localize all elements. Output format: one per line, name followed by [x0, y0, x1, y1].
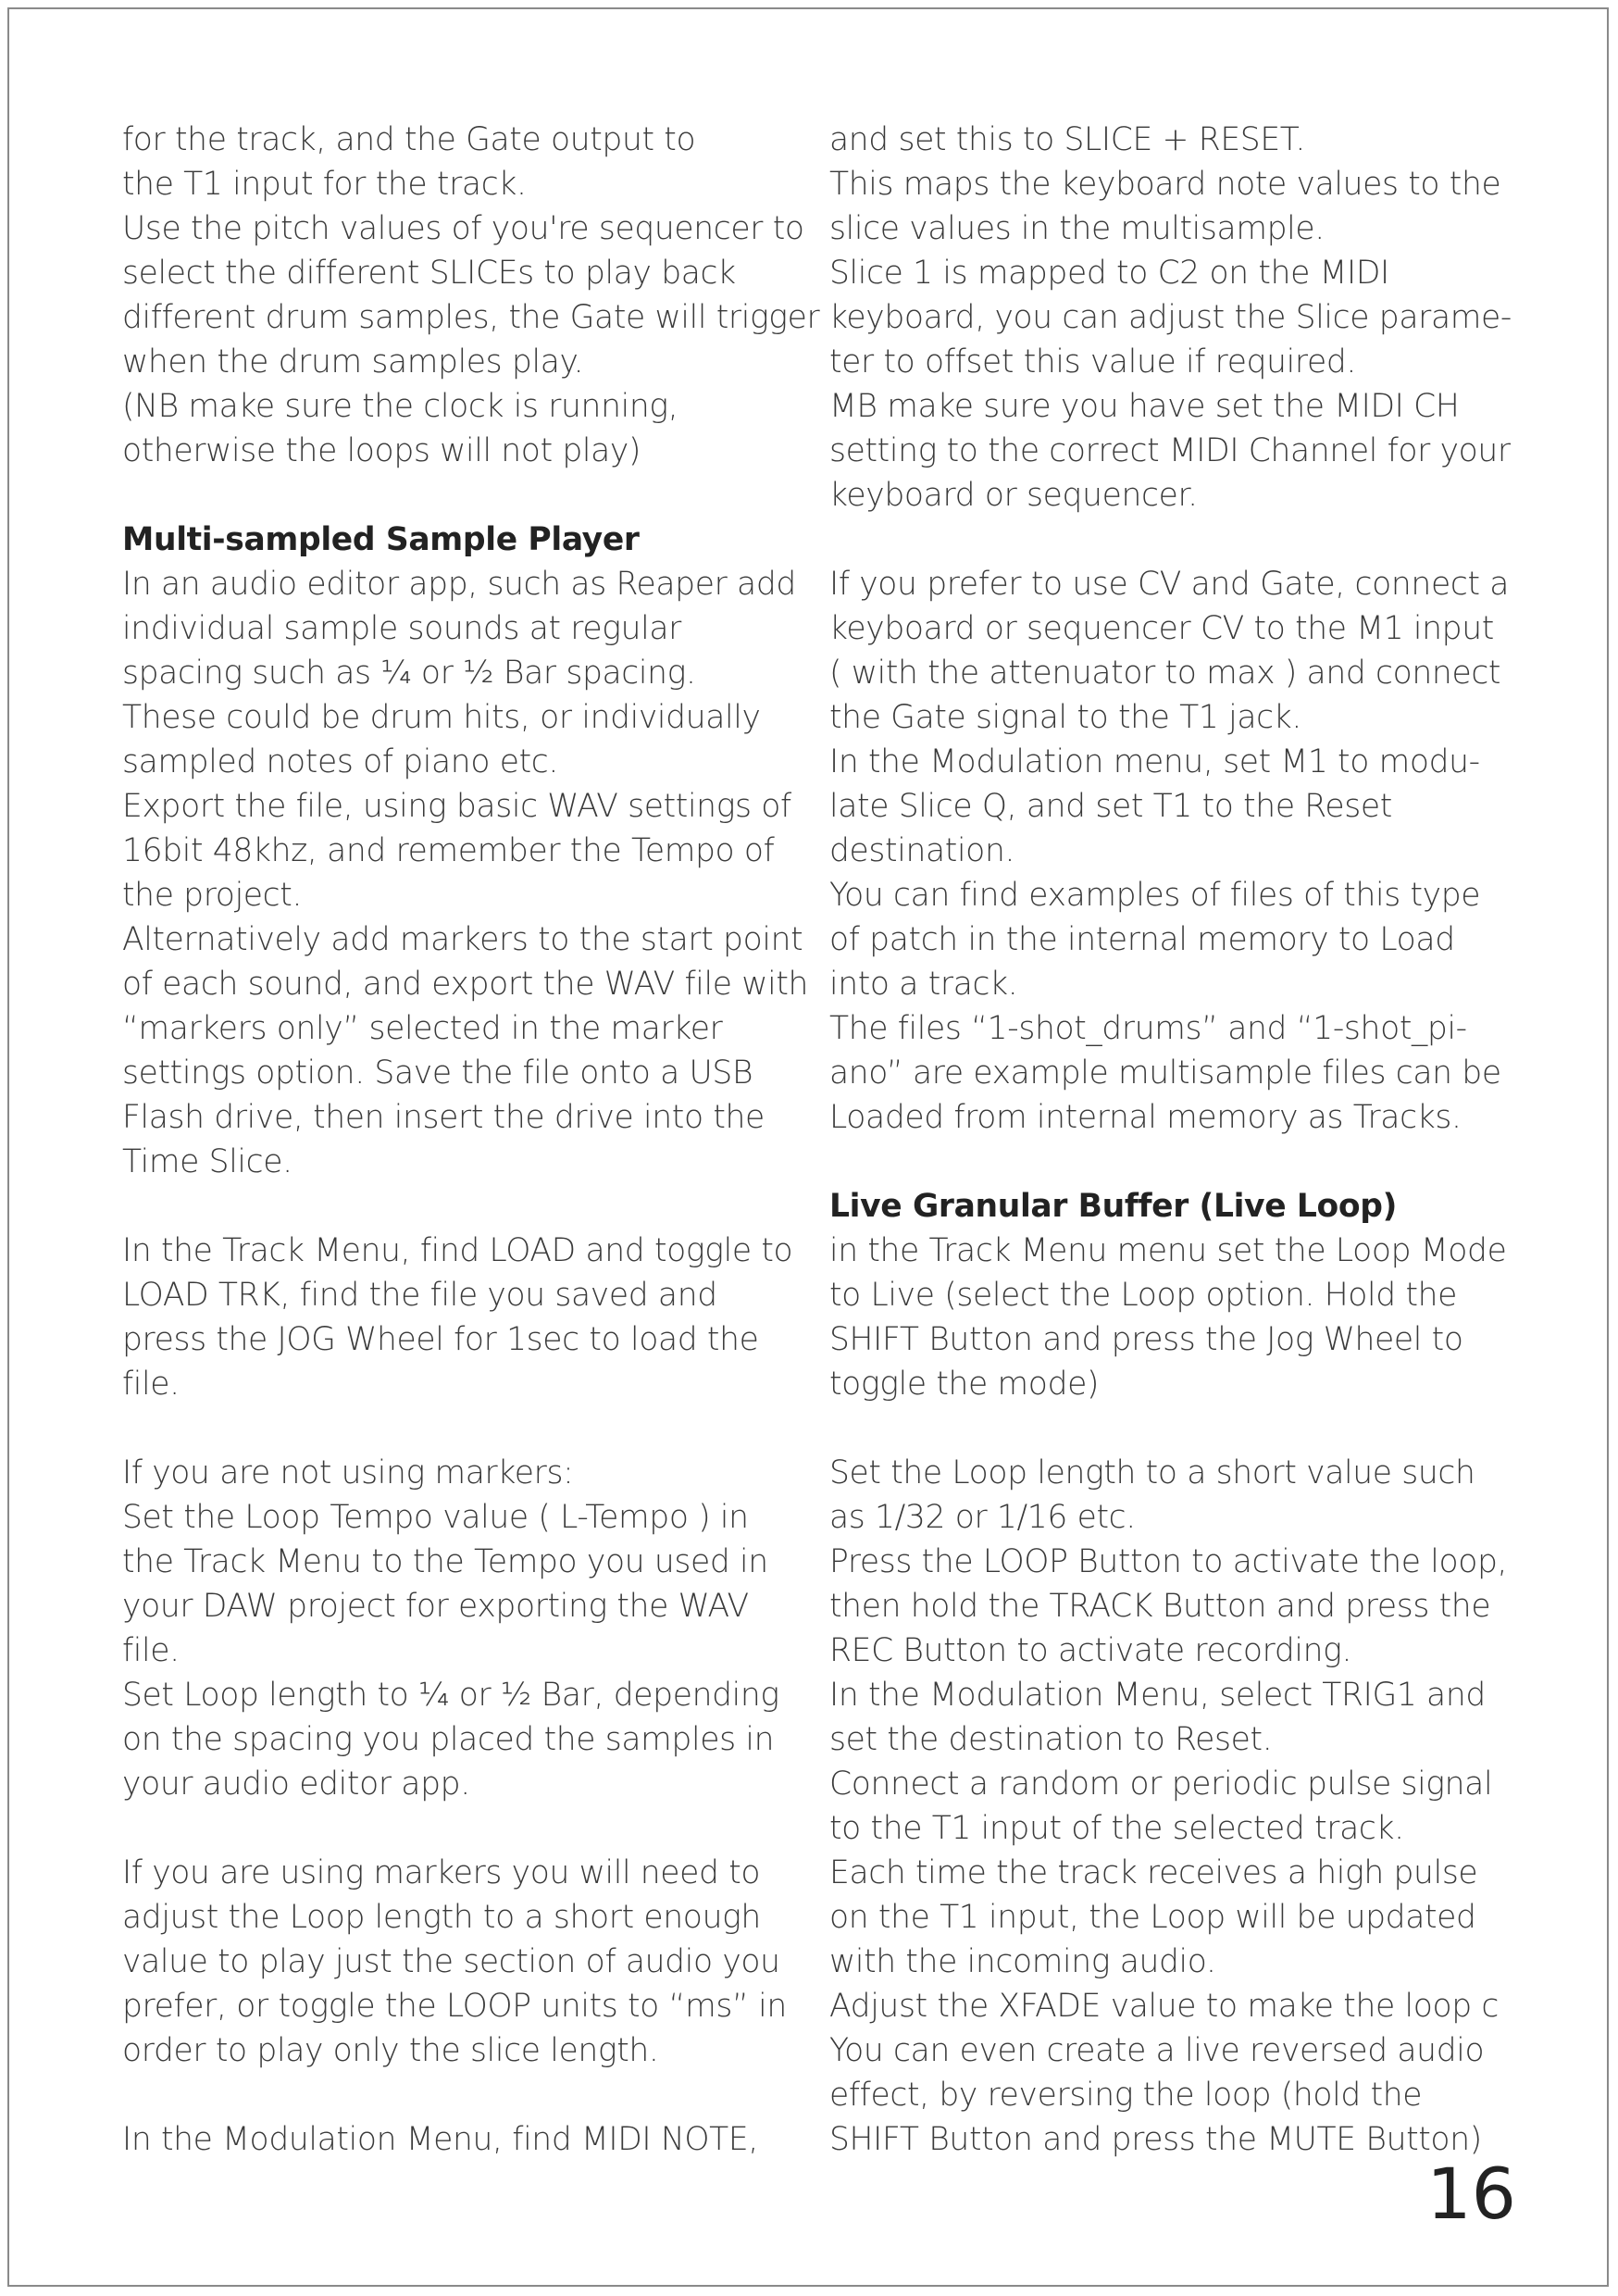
text-line: If you prefer to use CV and Gate, connect a	[829, 566, 1510, 603]
text-line: into a track.	[829, 966, 1018, 1003]
text-line: Set the Loop length to a short value such	[829, 1454, 1475, 1491]
text-line: Adjust the XFADE value to make the loop c	[829, 1988, 1500, 2025]
text-line: adjust the Loop length to a short enough	[122, 1899, 761, 1936]
page-number: 16	[1426, 2152, 1516, 2235]
text-line: SHIFT Button and press the MUTE Button)	[829, 2121, 1482, 2158]
text-line: You can find examples of files of this type	[829, 877, 1481, 914]
text-line: In the Track Menu, find LOAD and toggle to	[122, 1232, 793, 1269]
text-line: the T1 input for the track.	[122, 166, 527, 203]
text-line: as 1/32 or 1/16 etc.	[829, 1499, 1136, 1536]
paragraph-spacer	[829, 518, 1533, 562]
paragraph-spacer	[122, 1184, 826, 1229]
text-line: of each sound, and export the WAV file with	[122, 966, 809, 1003]
text-line: Connect a random or periodic pulse signal	[829, 1766, 1493, 1803]
paragraph-spacer	[122, 1806, 826, 1851]
text-line: your audio editor app.	[122, 1766, 470, 1803]
text-line: LOAD TRK, find the file you saved and	[122, 1277, 717, 1314]
text-line: ter to offset this value if required.	[829, 343, 1356, 381]
text-line: This maps the keyboard note values to the	[829, 166, 1501, 203]
text-line: otherwise the loops will not play)	[122, 432, 641, 469]
text-line: the project.	[122, 877, 303, 914]
text-line: and set this to SLICE + RESET.	[829, 121, 1306, 158]
paragraph-spacer	[122, 473, 826, 518]
text-line: slice values in the multisample.	[829, 210, 1325, 247]
text-line: settings option. Save the file onto a USB	[122, 1054, 753, 1092]
text-line: to Live (select the Loop option. Hold the	[829, 1277, 1458, 1314]
text-line: the Track Menu to the Tempo you used in	[122, 1543, 768, 1580]
text-line: when the drum samples play.	[122, 343, 584, 381]
text-line: sampled notes of piano etc.	[122, 743, 558, 780]
text-line: press the JOG Wheel for 1sec to load the	[122, 1321, 759, 1358]
text-line: Press the LOOP Button to activate the loop,	[829, 1543, 1508, 1580]
text-line: REC Button to activate recording.	[829, 1632, 1352, 1669]
text-line: toggle the mode)	[829, 1366, 1100, 1403]
text-line: then hold the TRACK Button and press the	[829, 1588, 1491, 1625]
text-line: effect, by reversing the loop (hold the	[829, 2077, 1423, 2114]
text-line: In the Modulation Menu, find MIDI NOTE,	[122, 2121, 758, 2158]
text-line: set the destination to Reset.	[829, 1721, 1273, 1758]
text-line: (NB make sure the clock is running,	[122, 388, 678, 425]
left-column	[122, 118, 826, 2162]
text-line: file.	[122, 1366, 180, 1403]
text-line: Slice 1 is mapped to C2 on the MIDI	[829, 255, 1389, 292]
text-line: Each time the track receives a high pulse	[829, 1854, 1478, 1891]
section-heading: Multi-sampled Sample Player	[122, 521, 640, 558]
text-line: Time Slice.	[122, 1143, 292, 1180]
text-line: your DAW project for exporting the WAV	[122, 1588, 749, 1625]
text-line: individual sample sounds at regular	[122, 610, 681, 647]
text-line: SHIFT Button and press the Jog Wheel to	[829, 1321, 1463, 1358]
text-line: prefer, or toggle the LOOP units to “ms” in	[122, 1988, 787, 2025]
text-line: Loaded from internal memory as Tracks.	[829, 1099, 1462, 1136]
text-line: In an audio editor app, such as Reaper add	[122, 566, 796, 603]
text-line: select the different SLICEs to play back	[122, 255, 736, 292]
text-line: on the spacing you placed the samples in	[122, 1721, 775, 1758]
text-line: Flash drive, then insert the drive into the	[122, 1099, 765, 1136]
text-line: These could be drum hits, or individually	[122, 699, 761, 736]
right-column	[829, 118, 1533, 2162]
text-line: for the track, and the Gate output to	[122, 121, 696, 158]
text-line: to the T1 input of the selected track.	[829, 1810, 1404, 1847]
text-line: In the Modulation menu, set M1 to modu-	[829, 743, 1480, 780]
text-line: on the T1 input, the Loop will be updated	[829, 1899, 1476, 1936]
text-line: the Gate signal to the T1 jack.	[829, 699, 1301, 736]
text-line: keyboard, you can adjust the Slice parame-	[829, 299, 1512, 336]
text-line: Set Loop length to ¼ or ½ Bar, depending	[122, 1677, 779, 1714]
text-line: order to play only the slice length.	[122, 2032, 659, 2069]
text-line: with the incoming audio.	[829, 1943, 1216, 1980]
paragraph-spacer	[829, 1406, 1533, 1451]
paragraph-spacer	[122, 2073, 826, 2117]
text-line: value to play just the section of audio you	[122, 1943, 780, 1980]
text-line: spacing such as ¼ or ½ Bar spacing.	[122, 655, 696, 692]
text-line: Use the pitch values of you're sequencer to	[122, 210, 804, 247]
text-line: MB make sure you have set the MIDI CH	[829, 388, 1460, 425]
text-line: keyboard or sequencer CV to the M1 input	[829, 610, 1494, 647]
paragraph-spacer	[829, 1140, 1533, 1184]
text-line: destination.	[829, 832, 1015, 869]
text-line: “markers only” selected in the marker	[122, 1010, 723, 1047]
text-line: If you are using markers you will need to	[122, 1854, 761, 1891]
text-line: Alternatively add markers to the start point	[122, 921, 803, 958]
text-line: setting to the correct MIDI Channel for your	[829, 432, 1511, 469]
text-line: Set the Loop Tempo value ( L-Tempo ) in	[122, 1499, 749, 1536]
text-line: ( with the attenuator to max ) and connect	[829, 655, 1501, 692]
section-heading: Live Granular Buffer (Live Loop)	[829, 1188, 1398, 1225]
text-line: of patch in the internal memory to Load	[829, 921, 1455, 958]
text-line: 16bit 48khz, and remember the Tempo of	[122, 832, 775, 869]
text-line: keyboard or sequencer.	[829, 477, 1198, 514]
text-line: in the Track Menu menu set the Loop Mode	[829, 1232, 1507, 1269]
paragraph-spacer	[122, 1406, 826, 1451]
text-line: ano” are example multisample files can be	[829, 1054, 1501, 1092]
text-line: Export the file, using basic WAV settings of	[122, 788, 791, 825]
text-line: different drum samples, the Gate will trigger	[122, 299, 820, 336]
text-line: The files “1-shot_drums” and “1-shot_pi-	[829, 1010, 1467, 1047]
text-line: file.	[122, 1632, 180, 1669]
text-line: If you are not using markers:	[122, 1454, 574, 1491]
text-line: You can even create a live reversed audio	[829, 2032, 1485, 2069]
text-line: In the Modulation Menu, select TRIG1 and	[829, 1677, 1486, 1714]
text-line: late Slice Q, and set T1 to the Reset	[829, 788, 1392, 825]
